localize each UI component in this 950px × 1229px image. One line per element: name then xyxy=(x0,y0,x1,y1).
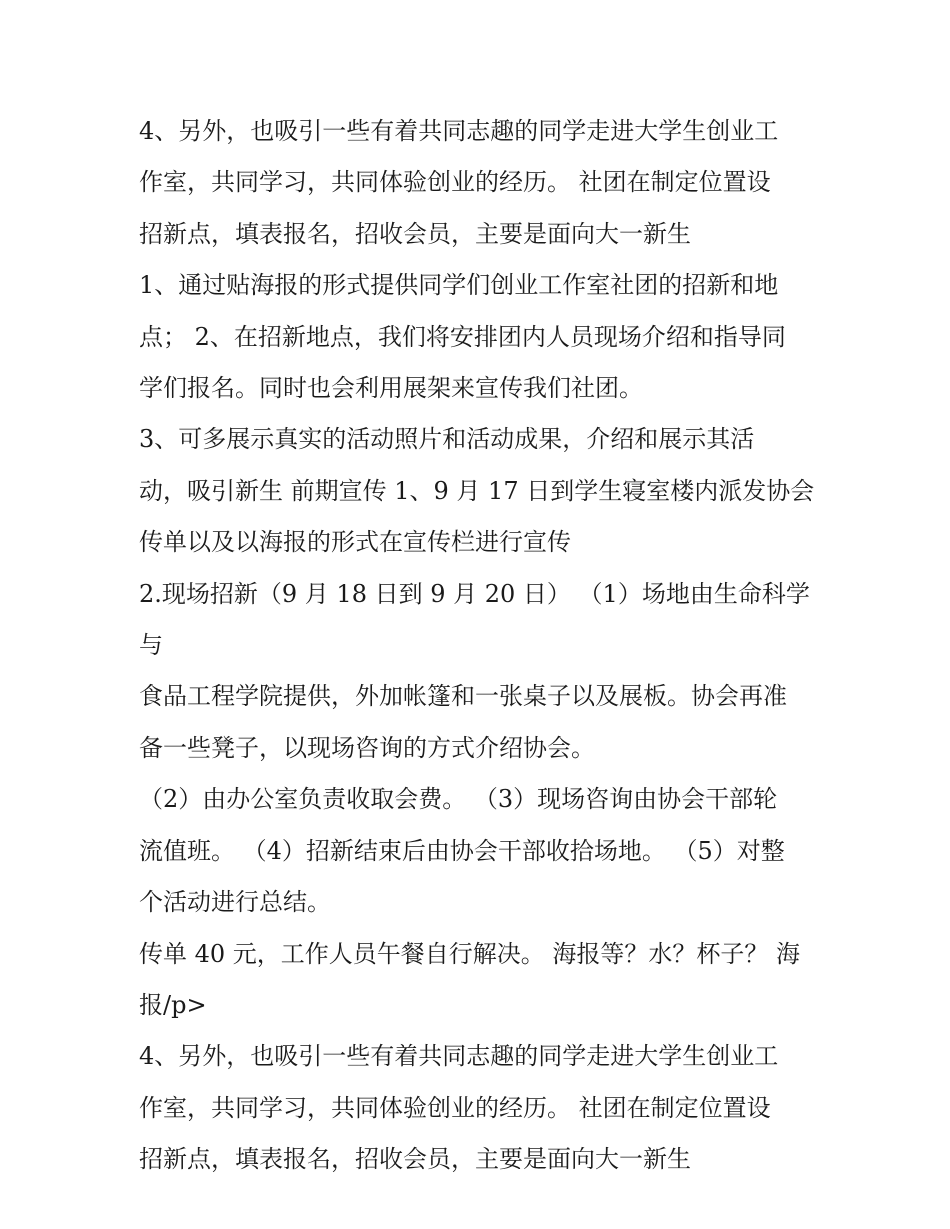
paragraph-7: 4、另外，也吸引一些有着共同志趣的同学走进大学生创业工 作室，共同学习，共同体验创业的经历。 社团在制定位置设 招新点，填表报名，招收会员，主要是面向大一新生 xyxy=(139,1042,779,1174)
paragraph-3: 3、可多展示真实的活动照片和活动成果，介绍和展示其活 动，吸引新生 前期宣传 1、9 月 17 日到学生寝室楼内派发协会 传单以及以海报的形式在宣传栏进行宣传 xyxy=(139,425,815,557)
paragraph-5: （2）由办公室负责收取会费。 （3）现场咨询由协会干部轮 流值班。 （4）招新结束后由协会干部收拾场地。 （5）对整 个活动进行总结。 xyxy=(139,785,785,917)
paragraph-1: 4、另外，也吸引一些有着共同志趣的同学走进大学生创业工 作室，共同学习，共同体验创业的经历。 社团在制定位置设 招新点，填表报名，招收会员，主要是面向大一新生 xyxy=(139,117,779,248)
paragraph-6: 传单 40 元，工作人员午餐自行解决。 海报等？水？杯子？ 海 报/p> xyxy=(139,939,801,1019)
paragraph-2: 1、通过贴海报的形式提供同学们创业工作室社团的招新和地 点； 2、在招新地点，我们将安排团内人员现场介绍和指导同 学们报名。同时也会利用展架来宣传我们社团。 xyxy=(139,271,786,403)
document-body xyxy=(139,106,819,1186)
paragraph-4: 2.现场招新（9 月 18 日到 9 月 20 日） （1）场地由生命科学与 食品工程学院提供，外加帐篷和一张桌子以及展板。协会再准 备一些凳子，以现场咨询的方式介绍协会。 xyxy=(139,579,810,762)
